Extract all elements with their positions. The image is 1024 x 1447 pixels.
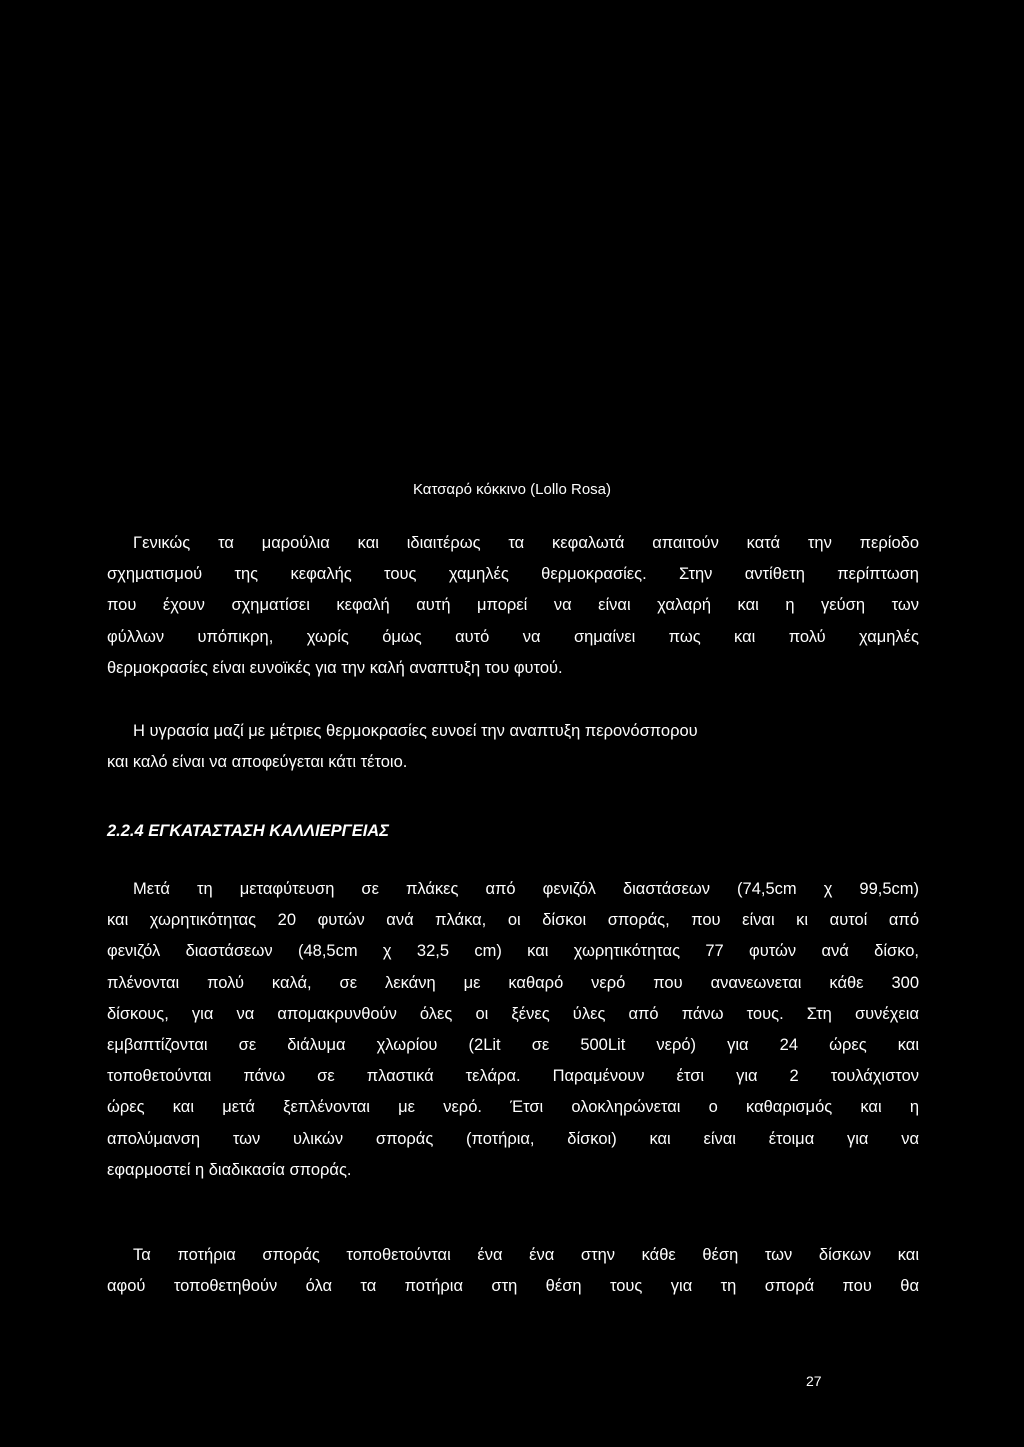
text-line: θερμοκρασίες είναι ευνοϊκές για την καλή αναπτυξη του φυτού. — [107, 658, 563, 677]
text-line: φύλλων υπόπικρη, χωρίς όμως αυτό να σημαίνει πως και πολύ χαμηλές — [107, 627, 919, 646]
paragraph-climate — [107, 528, 919, 684]
text-line: πλένονται πολύ καλά, σε λεκάνη με καθαρό νερό που ανανεωνεται κάθε 300 — [107, 973, 919, 992]
text-line: δίσκους, για να απομακρυνθούν όλες οι ξένες ύλες από πάνω τους. Στη συνέχεια — [107, 1004, 919, 1023]
text-line: φενιζόλ διαστάσεων (48,5cm χ 32,5 cm) και χωρητικότητας 77 φυτών ανά δίσκο, — [107, 942, 919, 961]
text-line: εφαρμοστεί η διαδικασία σποράς. — [107, 1160, 352, 1179]
text-line: εμβαπτίζονται σε διάλυμα χλωρίου (2Lit σε 500Lit νερό) για 24 ώρες και — [107, 1036, 919, 1055]
text-line: τοποθετούνται πάνω σε πλαστικά τελάρα. Παραμένουν έτσι για 2 τουλάχιστον — [107, 1067, 919, 1086]
paragraph-installation — [107, 874, 919, 1186]
section-heading: 2.2.4 ΕΓΚΑΤΑΣΤΑΣΗ ΚΑΛΛΙΕΡΓΕΙΑΣ — [107, 822, 389, 840]
text-line: απολύμανση των υλικών σποράς (ποτήρια, δίσκοι) και είναι έτοιμα για να — [107, 1129, 919, 1148]
text-line: Η υγρασία μαζί με μέτριες θερμοκρασίες ευνοεί την αναπτυξη περονόσπορου — [133, 722, 698, 740]
paragraph-humidity — [107, 716, 919, 778]
text-line: αφού τοποθετηθούν όλα τα ποτήρια στη θέση τους για τη σπορά που θα — [107, 1277, 919, 1296]
text-line: Τα ποτήρια σποράς τοποθετούνται ένα ένα στην κάθε θέση των δίσκων και — [133, 1246, 919, 1264]
text-line: ώρες και μετά ξεπλένονται με νερό. Έτσι ολοκληρώνεται ο καθαρισμός και η — [107, 1098, 919, 1117]
text-line: και καλό είναι να αποφεύγεται κάτι τέτοιο. — [107, 753, 408, 772]
text-line: που έχουν σχηματίσει κεφαλή αυτή μπορεί να είναι χαλαρή και η γεύση των — [107, 596, 919, 615]
paragraph-seeding-cups — [107, 1240, 919, 1302]
text-line: Γενικώς τα μαρούλια και ιδιαιτέρως τα κεφαλωτά απαιτούν κατά την περίοδο — [133, 534, 919, 552]
text-line: Μετά τη μεταφύτευση σε πλάκες από φενιζόλ διαστάσεων (74,5cm χ 99,5cm) — [133, 880, 919, 898]
text-line: και χωρητικότητας 20 φυτών ανά πλάκα, οι δίσκοι σποράς, που είναι κι αυτοί από — [107, 911, 919, 930]
text-line: σχηματισμού της κεφαλής τους χαμηλές θερμοκρασίες. Στην αντίθετη περίπτωση — [107, 565, 919, 584]
image-caption: Κατσαρό κόκκινο (Lollo Rosa) — [412, 481, 612, 498]
page-number: 27 — [806, 1373, 822, 1389]
